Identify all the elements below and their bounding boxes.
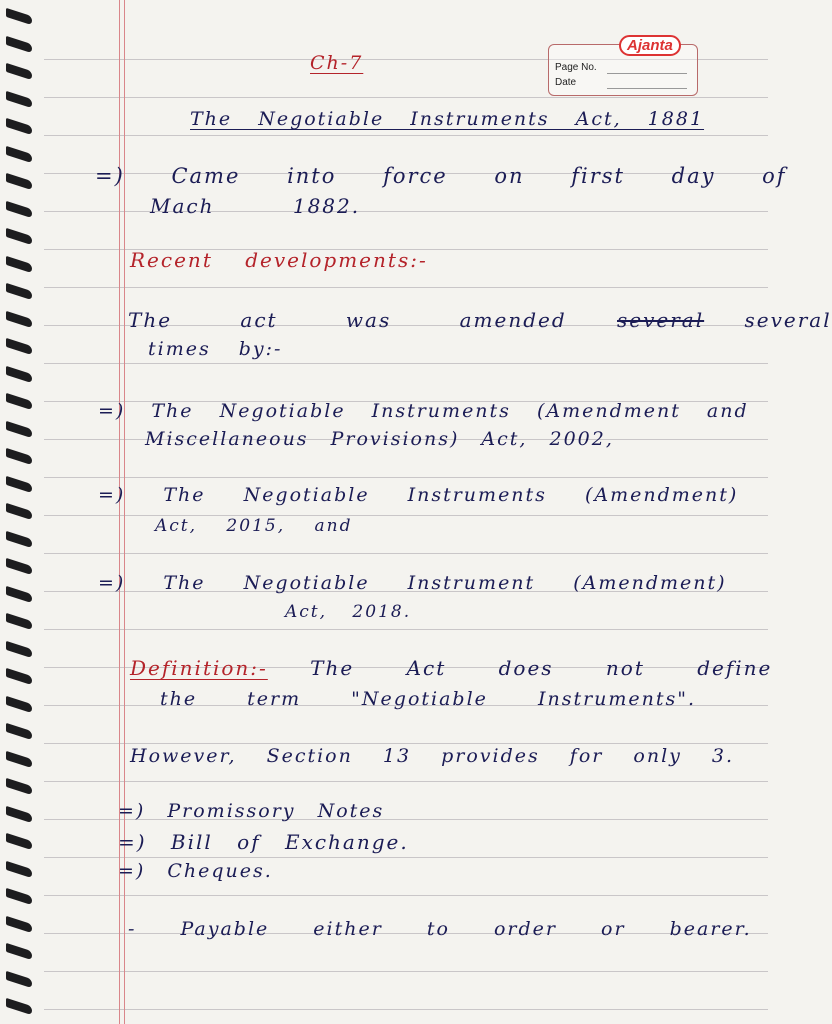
binding-hole: [6, 723, 32, 740]
binding-hole: [6, 420, 32, 437]
definition-line-1: [130, 656, 772, 680]
page-no-line: [607, 73, 687, 74]
binding-hole: [6, 998, 32, 1015]
binding-hole: [6, 338, 32, 355]
chapter-heading: Ch-7: [310, 52, 364, 74]
amendment-2015-line-1: =) The Negotiable Instruments (Amendment): [98, 484, 739, 506]
binding-hole: [6, 475, 32, 492]
binding-hole: [6, 393, 32, 410]
binding-hole: [6, 888, 32, 905]
date-label: Date: [555, 77, 577, 88]
amendment-2018-line-2: Act, 2018.: [285, 602, 412, 622]
binding-hole: [6, 35, 32, 52]
payable-line: - Payable either to order or bearer.: [128, 918, 752, 940]
spiral-binding: [0, 0, 44, 1024]
amended-text: The act was amended: [128, 308, 567, 332]
item-cheques: =) Cheques.: [118, 860, 273, 882]
amended-line-1: [128, 308, 832, 332]
date-line: [607, 88, 687, 89]
corrected-word: several: [744, 308, 832, 332]
binding-hole: [6, 63, 32, 80]
amendment-2018-line-1: =) The Negotiable Instrument (Amendment): [98, 572, 727, 594]
binding-hole: [6, 530, 32, 547]
binding-hole: [6, 200, 32, 217]
struck-word: several: [617, 308, 705, 332]
binding-hole: [6, 833, 32, 850]
definition-text: The Act does not define: [310, 656, 773, 680]
amendment-2002-line-1: =) The Negotiable Instruments (Amendment and: [98, 400, 749, 422]
amendment-2015-line-2: Act, 2015, and: [155, 516, 353, 536]
binding-hole: [6, 668, 32, 685]
binding-hole: [6, 503, 32, 520]
binding-hole: [6, 750, 32, 767]
amended-line-2: times by:-: [148, 338, 283, 360]
binding-hole: [6, 558, 32, 575]
binding-hole: [6, 640, 32, 657]
page-no-label: Page No.: [555, 62, 597, 73]
binding-hole: [6, 90, 32, 107]
binding-hole: [6, 173, 32, 190]
definition-line-2: the term "Negotiable Instruments".: [160, 688, 697, 710]
recent-developments-heading: Recent developments:-: [130, 248, 428, 272]
binding-hole: [6, 915, 32, 932]
binding-hole: [6, 365, 32, 382]
amendment-2002-line-2: Miscellaneous Provisions) Act, 2002,: [145, 428, 614, 450]
binding-hole: [6, 805, 32, 822]
binding-hole: [6, 970, 32, 987]
binding-hole: [6, 228, 32, 245]
binding-hole: [6, 585, 32, 602]
force-line-1: =) Came into force on first day of: [95, 164, 787, 188]
binding-hole: [6, 145, 32, 162]
binding-hole: [6, 310, 32, 327]
binding-hole: [6, 255, 32, 272]
page-header-box: [548, 37, 698, 96]
binding-hole: [6, 448, 32, 465]
binding-hole: [6, 118, 32, 135]
brand-logo: Ajanta: [619, 35, 681, 56]
binding-hole: [6, 283, 32, 300]
binding-hole: [6, 613, 32, 630]
item-promissory-notes: =) Promissory Notes: [118, 800, 385, 822]
binding-hole: [6, 943, 32, 960]
force-line-2: Mach 1882.: [150, 194, 361, 218]
binding-hole: [6, 8, 32, 25]
binding-hole: [6, 860, 32, 877]
item-bill-of-exchange: =) Bill of Exchange.: [118, 830, 409, 854]
definition-label: Definition:-: [130, 656, 268, 680]
section-13-line: However, Section 13 provides for only 3.: [130, 745, 735, 767]
page-title: The Negotiable Instruments Act, 1881: [190, 108, 705, 130]
binding-hole: [6, 695, 32, 712]
binding-hole: [6, 778, 32, 795]
